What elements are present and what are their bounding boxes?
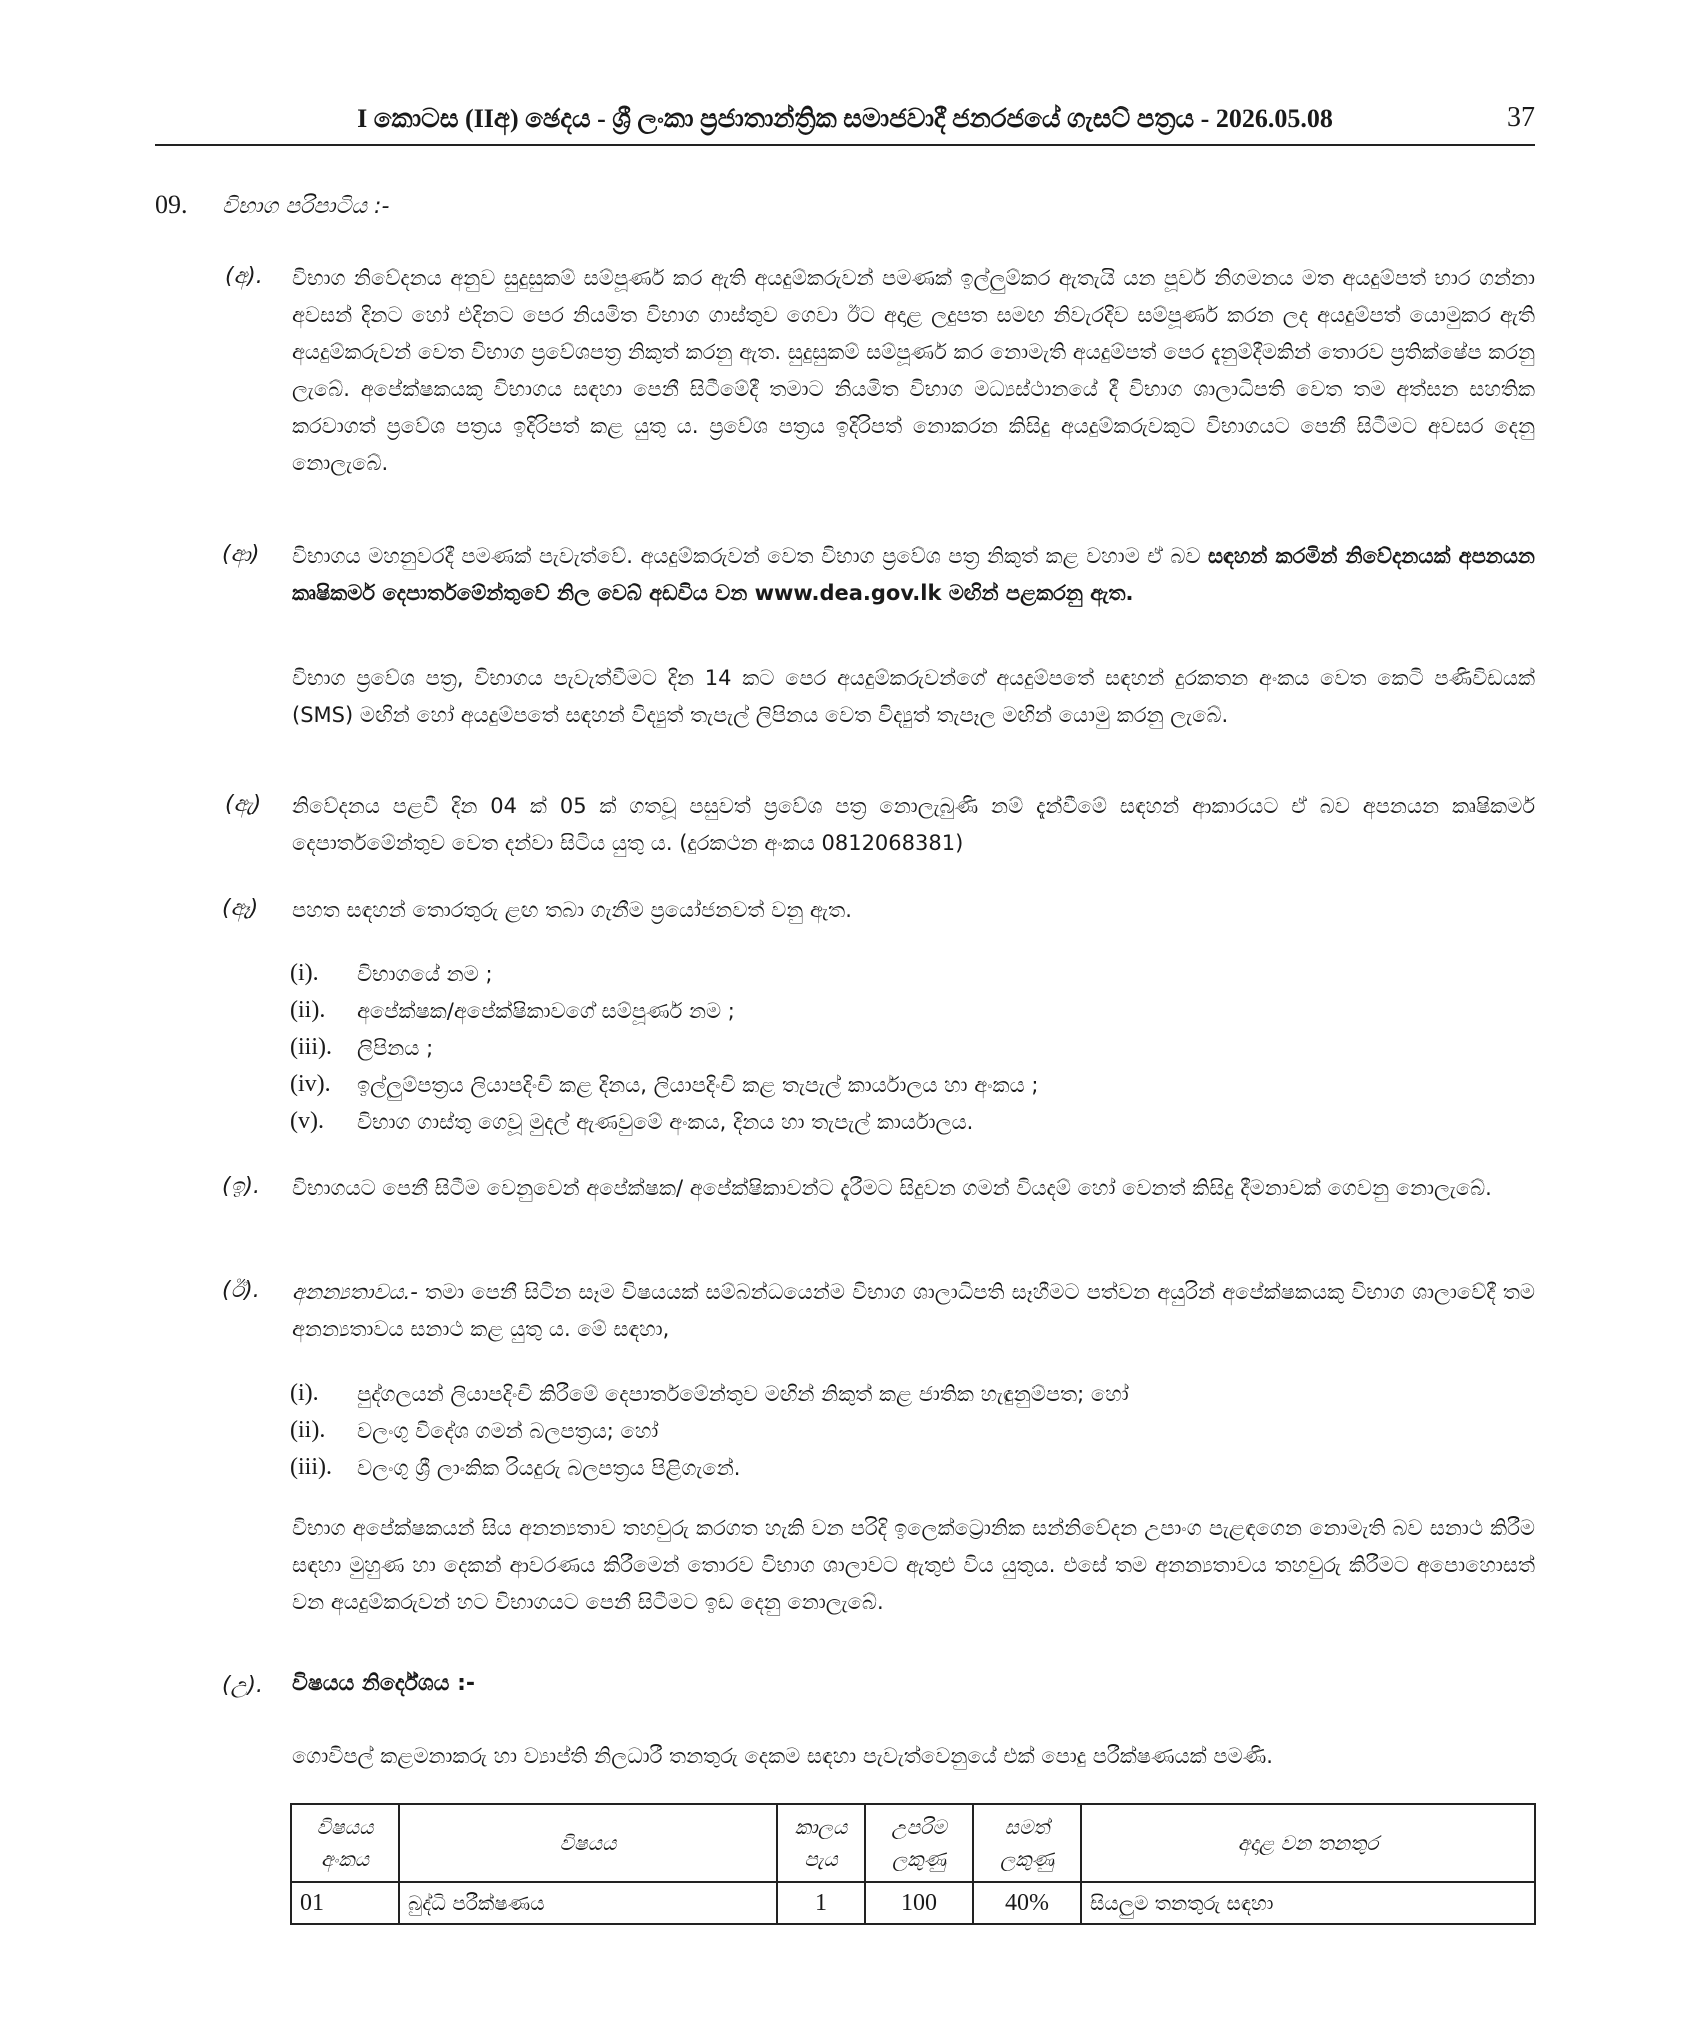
col-header: සමත් ලකුණු [973, 1804, 1081, 1882]
list-num: (i). [290, 1380, 319, 1406]
item-text-uu: ගොවිපල් කළමනාකරු හා ව්‍යාප්ති නිලධාරී තනතුරු දෙකම සඳහා පැවැත්වෙනුයේ එක් පොදු පරීක්ෂණයක් පමණි. [292, 1744, 1273, 1768]
list-text: ඉල්ලුම්පත්‍රය ලියාපදිංචි කළ දිනය, ලියාපදිංචි කළ තැපැල් කාර්යාලය හා අංකය ; [357, 1073, 1039, 1097]
item-label-u: (ඉ). [222, 1174, 260, 1199]
col-header: විෂයය [399, 1804, 777, 1882]
item-text-aa [292, 538, 1535, 612]
list-num: (iii). [290, 1454, 332, 1480]
list-item [290, 1034, 1290, 1071]
col-header: උපරිම ලකුණු [865, 1804, 973, 1882]
list-item [290, 1454, 1290, 1491]
section-title: විභාග පරිපාටිය :- [222, 194, 390, 219]
item-text-ii-body: තමා පෙනී සිටින සෑම විෂයයක් සම්බන්ධයෙන්ම විභාග ශාලාධිපති සෑහීමට පත්වන අයුරින් අපේක්ෂකයකු විභාග ශාලාවේදී තම අනන්‍යතාවය සනාථ කළ යුතු ය. මේ සඳහා, [292, 1280, 1535, 1341]
item-text-ii-2: විභාග අපේක්ෂකයන් සිය අනන්‍යතාව තහවුරු කරගත හැකි වන පරිදි ඉලෙක්ට්‍රොනික සන්නිවේදන උපාංග පැළඳගෙන නොමැති බව සනාථ කිරීම සඳහා මුහුණ හා දෙකන් ආවරණය කිරීමෙන් තොරව විභාග ශාලාවට ඇතුළු විය යුතුය. එසේ තම අනන්‍යතාවය තහවුරු කිරීමට අපොහොසත් වන අයදුම්කරුවන් හට විභාගයට පෙනී සිටීමට ඉඩ දෙනු නොලැබේ. [292, 1516, 1535, 1614]
list-item [290, 1417, 1290, 1454]
item-text-aa-2: විභාග ප්‍රවේශ පත්‍ර, විභාගය පැවැත්වීමට දින 14 කට පෙර අයදුම්කරුවන්ගේ අයදුම්පතේ සඳහන් දුරකතන අංකය වෙත කෙටි පණිවිඩයක් (SMS) මඟින් හෝ අයදුම්පතේ සඳහන් විද්‍යුත් තැපැල් ලිපිනය වෙත විද්‍යුත් තැපෑල මඟින් යොමු කරනු ලැබේ. [292, 666, 1535, 727]
item-text-aa-plain: විභාගය මහනුවරදී පමණක් පැවැත්වේ. අයදුම්කරුවන් වෙත විභාග ප්‍රවේශ පත්‍ර නිකුත් කළ වහාම ඒ බව [292, 544, 1201, 568]
list-item [290, 1108, 1290, 1145]
cell-pass-marks: 40% [973, 1882, 1081, 1924]
page-header [155, 100, 1535, 146]
table-row [291, 1882, 1535, 1924]
item-label-aa: (ආ) [222, 542, 260, 567]
item-label-uu: (උ). [222, 1673, 263, 1698]
list-num: (v). [290, 1108, 324, 1134]
table-header-row [291, 1804, 1535, 1882]
cell-subject: බුද්ධි පරීක්ෂණය [399, 1882, 777, 1924]
list-item [290, 1071, 1290, 1108]
list-num: (ii). [290, 1417, 326, 1443]
list-text: වලංගු විදේශ ගමන් බලපත්‍රය; හෝ [357, 1419, 659, 1443]
item-text-u: විභාගයට පෙනී සිටීම වෙනුවෙන් අපේක්ෂක/ අපේක්ෂිකාවන්ට දැරීමට සිදුවන ගමන් වියදම් හෝ වෙනත් කිසිදු දීමනාවක් ගෙවනු නොලැබේ. [292, 1176, 1492, 1200]
list-text: පුද්ගලයන් ලියාපදිංචි කිරීමේ දෙපාර්තමේන්තුව මඟින් නිකුත් කළ ජාතික හැඳුනුම්පත; හෝ [357, 1382, 1129, 1406]
list-text: ලිපිනය ; [357, 1036, 434, 1060]
list-item [290, 997, 1290, 1034]
gazette-title: I කොටස (IIඅ) ඡෙදය - ශ්‍රී ලංකා ප්‍රජාතාන්ත්‍රික සමාජවාදී ජනරජයේ ගැසට් පත්‍රය - 2026.05.08 [357, 104, 1333, 133]
info-list [290, 960, 1290, 1145]
col-header: කාලය පැය [777, 1804, 865, 1882]
list-text: වලංගු ශ්‍රී ලාංකික රියදුරු බලපත්‍රය පිළිගැනේ. [357, 1456, 741, 1480]
list-num: (i). [290, 960, 319, 986]
item-title-uu: විෂයය නිර්දේශය :- [292, 1671, 476, 1696]
section-number: 09. [155, 190, 188, 219]
item-text-a: විභාග නිවේදනය අනුව සුදුසුකම් සම්පූර්ණ කර ඇති අයදුම්කරුවන් පමණක් ඉල්ලුම්කර ඇතැයි යන පූර්ව නිගමනය මත අයදුම්පත් භාර ගන්නා අවසන් දිනට හෝ එදිනට පෙර නියමිත විභාග ගාස්තුව ගෙවා ඊට අදාළ ලදුපත සමඟ නිවැරදිව සම්පූර්ණ කරන ලද අයදුම්පත් යොමුකර ඇති අයදුම්කරුවන් වෙත විභාග ප්‍රවේශපත්‍ර නිකුත් කරනු ඇත. සුදුසුකම් සම්පූර්ණ කර නොමැති අයදුම්පත් පෙර දැනුම්දීමකින් තොරව ප්‍රතික්ෂේප කරනු ලැබේ. අපේක්ෂකයකු විභාගය සඳහා පෙනී සිටීමේදී තමාට නියමිත විභාග මධ්‍යස්ථානයේ දී විභාග ශාලාධිපති වෙත තම අත්සන සහතික කරවාගත් ප්‍රවේශ පත්‍රය ඉදිරිපත් කළ යුතු ය. ප්‍රවේශ පත්‍රය ඉදිරිපත් නොකරන කිසිදු අයදුම්කරුවකුට විභාගයට පෙනී සිටීමට අවසර දෙනු නොලැබේ. [292, 266, 1536, 475]
cell-subject-number: 01 [291, 1882, 399, 1924]
item-text-ii [292, 1274, 1535, 1348]
list-text: විභාගයේ නම ; [357, 962, 493, 986]
item-text-aa-bold: සඳහන් කරමින් නිවේදනයක් අපනයන කෘෂිකර්ම දෙපාර්තමේන්තුවේ නිල වෙබ් අඩවිය වන www.dea.gov.lk මඟින් පළකරනු ඇත. [292, 544, 1535, 605]
list-item [290, 1380, 1290, 1417]
item-text-aee: පහත සඳහන් තොරතුරු ළඟ තබා ගැනීම ප්‍රයෝජනවත් වනු ඇත. [292, 898, 852, 922]
cell-duration: 1 [777, 1882, 865, 1924]
list-text: අපේක්ෂක/අපේක්ෂිකාවගේ සම්පූර්ණ නම ; [357, 999, 735, 1023]
item-label-ii: (ඊ). [222, 1278, 260, 1303]
list-num: (iii). [290, 1034, 332, 1060]
subject-table [290, 1803, 1536, 1925]
list-num: (iv). [290, 1071, 331, 1097]
col-header: විෂයය අංකය [291, 1804, 399, 1882]
col-header: අදාළ වන තනතුර [1081, 1804, 1535, 1882]
list-num: (ii). [290, 997, 326, 1023]
page-number: 37 [1507, 102, 1535, 133]
id-list [290, 1380, 1290, 1491]
list-text: විභාග ගාස්තු ගෙවූ මුදල් ඇණවුමේ අංකය, දිනය හා තැපැල් කාර්යාලය. [357, 1110, 974, 1134]
cell-max-marks: 100 [865, 1882, 973, 1924]
item-label-ae: (ඇ) [225, 792, 262, 817]
item-lead-ii: අනන්‍යතාවය.- [292, 1280, 418, 1304]
cell-applicable-post: සියලුම තනතුරු සඳහා [1081, 1882, 1535, 1924]
list-item [290, 960, 1290, 997]
item-text-ae: නිවේදනය පළවී දින 04 ක් 05 ක් ගතවූ පසුවත් ප්‍රවේශ පත්‍ර නොලැබුණි නම් දැන්වීමේ සඳහන් ආකාරයට ඒ බව අපනයන කෘෂිකර්ම දෙපාර්තමේන්තුව වෙත දන්වා සිටිය යුතු ය. (දුරකථන අංකය 0812068381) [292, 794, 1535, 855]
item-label-aee: (ඈ) [222, 896, 259, 921]
item-label-a: (අ). [225, 264, 263, 289]
